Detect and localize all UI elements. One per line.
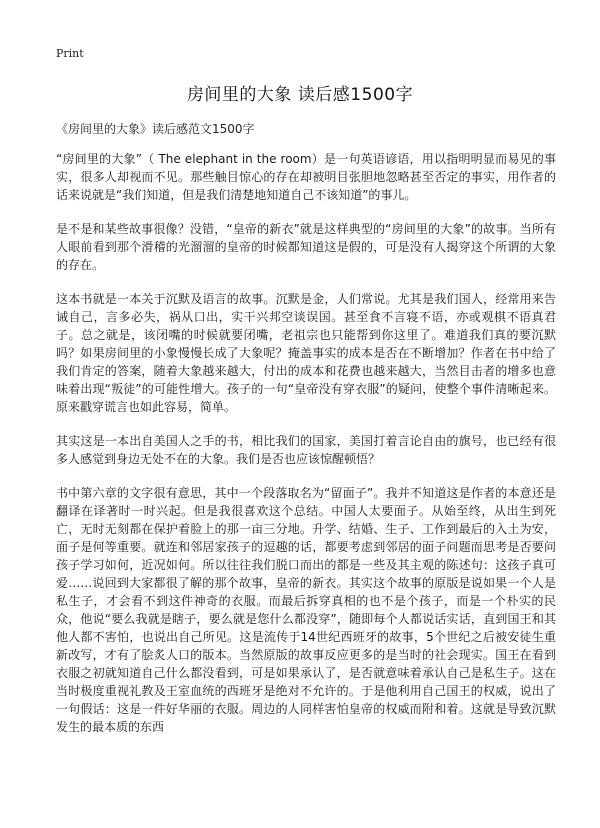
- document-subtitle: 《房间里的大象》读后感范文1500字: [56, 122, 255, 136]
- paragraph-5: 书中第六章的文字很有意思，其中一个段落取名为“留面子”。我并不知道这是作者的本意还是翻译在译著时一时兴起。但是我很喜欢这个总结。中国人太要面子。从始至终，从出生到死亡，无时无刻都在保护着脸上的那一亩三分地。升学、结婚、生子、工作到最后的入土为安，面子是何等重要。就连和邻居家孩子的逗趣的话，都要考虑到邻居的面子问题而思考是否要问孩子学习如何，近况如何。所以往往我们脱口而出的都是一些及其主观的陈述句：这孩子真可爱……说回到大家都很了解的那个故事，皇帝的新衣。其实这个故事的原版是说如果一个人是私生子，才会看不到这件神奇的衣服。而最后拆穿真相的也不是个孩子，而是一个朴实的民众，他说“要么我就是瞎子，要么就是您什么都没穿”，随即每个人都说话实话，直到国王和其他人都不害怕，也说出自己所见。这是流传于14世纪西班牙的故事，5个世纪之后被安徒生重新改写，才有了脍炙人口的版本。当然原版的故事反应更多的是当时的社会现实。国王在看到衣服之初就知道自己什么都没看到，可是如果承认了，是否就意味着承认自己是私生子。这在当时极度重视礼教及王室血统的西班牙是绝对不允许的。于是他利用自己国王的权威，说出了一句假话：这是一件好华丽的衣服。周边的人同样害怕皇帝的权威而附和着。这就是导致沉默发生的最本质的东西: [56, 486, 556, 734]
- print-label: Print: [56, 47, 84, 60]
- page-title: 房间里的大象 读后感1500字: [186, 85, 414, 105]
- paragraph-4: 其实这是一本出自美国人之手的书，相比我们的国家，美国打着言论自由的旗号，也已经有很多人感觉到身边无处不在的大象。我们是否也应该惊醒顿悟？: [56, 434, 556, 466]
- paragraph-2: 是不是和某些故事很像？没错，“皇帝的新衣”就是这样典型的“房间里的大象”的故事。当所有人眼前看到那个滑稽的光溜溜的皇帝的时候都知道这是假的，可是没有人揭穿这个所谓的大象的存在。: [56, 222, 556, 272]
- paragraph-3: 这本书就是一本关于沉默及语言的故事。沉默是金，人们常说。尤其是我们国人，经常用来告诫自己，言多必失，祸从口出，实干兴邦空谈误国。甚至食不言寝不语，亦或观棋不语真君子。总之就是，该闭嘴的时候就要闭嘴，老祖宗也只能帮到你这里了。难道我们真的要沉默吗？如果房间里的小象慢慢长成了大象呢？掩盖事实的成本是否在不断增加？作者在书中给了我们肯定的答案，随着大象越来越大，付出的成本和花费也越来越大，当然目击者的增多也意味着出现“叛徒”的可能性增大。孩子的一句“皇帝没有穿衣服”的疑问，使整个事件清晰起来。原来戳穿谎言也如此容易，简单。: [56, 292, 556, 414]
- paragraph-1: “房间里的大象”（ The elephant in the room）是一句英语谚语，用以指明明显而易见的事实，很多人却视而不见。那些触目惊心的存在却被明目张胆地忽略甚至否定的事实，用作者的话来说就是“我们知道，但是我们清楚地知道自己不该知道”的事儿。: [56, 152, 556, 202]
- document-body: [56, 150, 556, 752]
